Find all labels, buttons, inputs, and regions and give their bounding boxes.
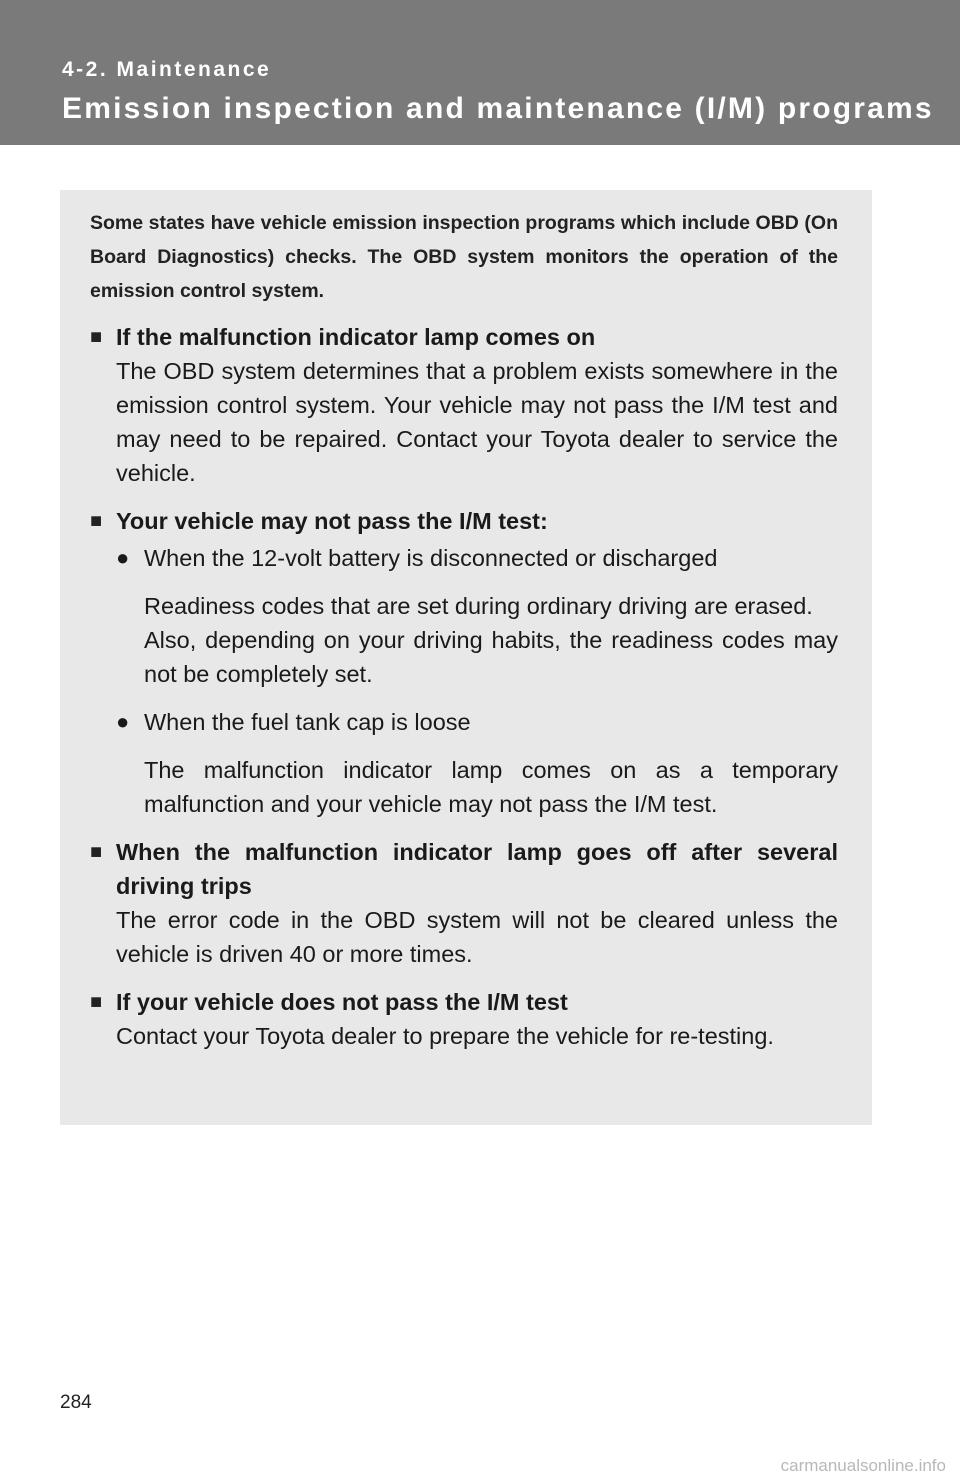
- info-panel: [60, 190, 872, 1125]
- square-bullet-icon: ■: [90, 510, 103, 532]
- section-label: 4-2. Maintenance: [62, 58, 272, 81]
- section-does-not-pass: [90, 985, 838, 1053]
- bullet-paragraph: Also, depending on your driving habits, the readiness codes may not be completely set.: [144, 627, 838, 687]
- section-body: The OBD system determines that a problem exists somewhere in the emission control system. Your vehicle may not pass the I/M test and may need to be repaired. Contact your Toyota dealer to service the vehicle.: [116, 358, 838, 486]
- section-title: If the malfunction indicator lamp comes on: [116, 324, 596, 350]
- section-title: If your vehicle does not pass the I/M test: [116, 989, 568, 1015]
- square-bullet-icon: ■: [90, 841, 103, 863]
- section-title: Your vehicle may not pass the I/M test:: [116, 508, 548, 534]
- section-body: Contact your Toyota dealer to prepare the vehicle for re-testing.: [116, 1023, 774, 1049]
- bullet-label: When the fuel tank cap is loose: [144, 709, 471, 735]
- watermark-text: carmanualsonline.info: [780, 1456, 946, 1475]
- list-item: [116, 541, 838, 575]
- section-may-not-pass: [90, 504, 838, 821]
- bullet-paragraph: Readiness codes that are set during ordinary driving are erased.: [144, 593, 813, 619]
- intro-text: Some states have vehicle emission inspection programs which include OBD (On Board Diagnostics) checks. The OBD system monitors the operation of the emission control system.: [90, 212, 838, 302]
- list-item: [116, 705, 838, 739]
- square-bullet-icon: ■: [90, 326, 103, 348]
- circle-bullet-icon: ●: [116, 709, 130, 734]
- bullet-paragraph: The malfunction indicator lamp comes on as a temporary malfunction and your vehicle may not pass the I/M test.: [144, 757, 838, 817]
- page-number: 284: [60, 1392, 92, 1413]
- page-header: [0, 0, 960, 145]
- square-bullet-icon: ■: [90, 991, 103, 1013]
- bullet-body: [144, 753, 838, 821]
- section-title: When the malfunction indicator lamp goes off after several driving trips: [116, 839, 838, 899]
- section-indicator-off: [90, 835, 838, 971]
- bullet-list: [116, 541, 838, 821]
- bullet-label: When the 12-volt battery is disconnected or discharged: [144, 545, 718, 571]
- section-indicator-on: [90, 320, 838, 490]
- bullet-body: [144, 589, 838, 691]
- page-title: Emission inspection and maintenance (I/M) programs: [62, 92, 934, 125]
- section-body: The error code in the OBD system will not be cleared unless the vehicle is driven 40 or more times.: [116, 907, 838, 967]
- circle-bullet-icon: ●: [116, 545, 130, 570]
